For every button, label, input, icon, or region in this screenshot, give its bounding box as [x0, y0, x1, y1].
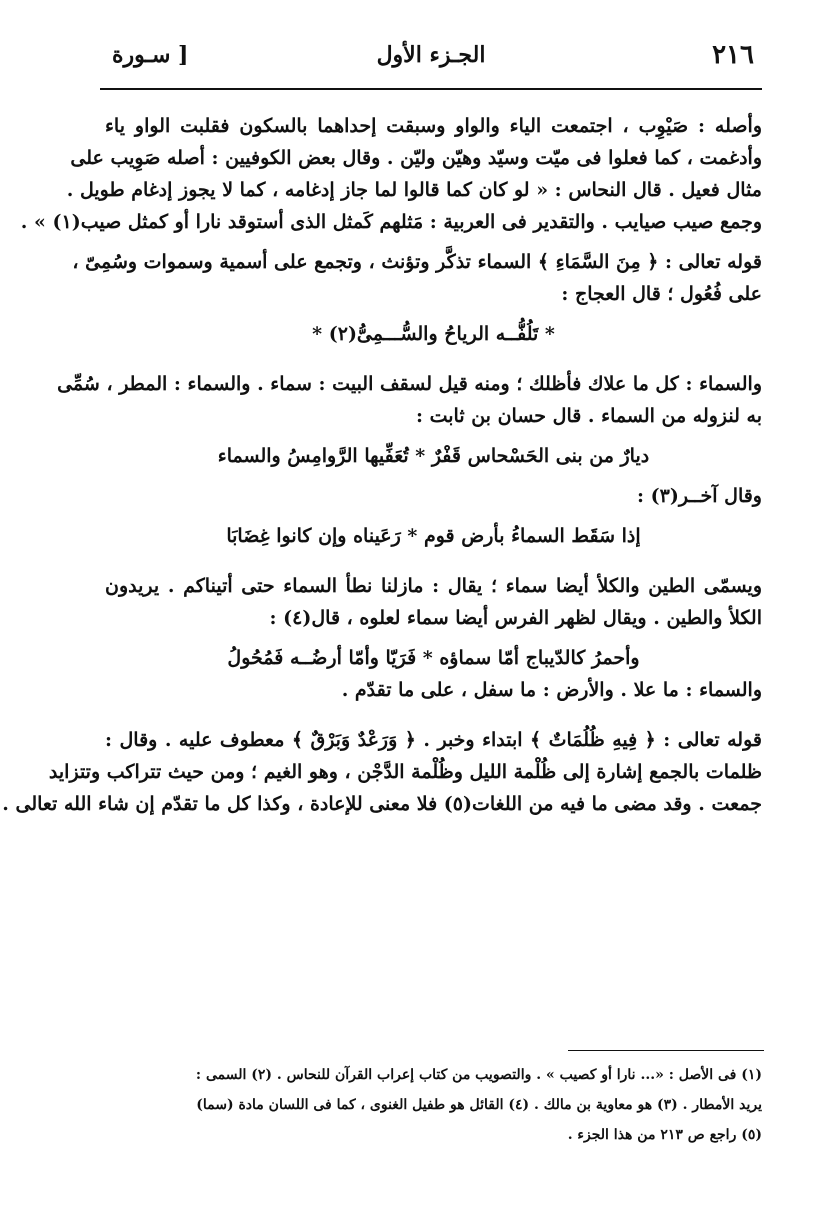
text-line: وقال آخــر(٣) :	[637, 485, 762, 507]
text-line: والسماء : ما علا . والأرض : ما سفل ، على ما تقدّم .	[341, 679, 762, 701]
surah-label: [ سـورة	[112, 42, 189, 68]
text-line: وجمع صيب صيايب . والتقدير فى العربية : مَثلهم كَمثل الذى أستوقد نارا أو كمثل صيب(١) » .	[20, 211, 762, 233]
page-header	[100, 38, 762, 88]
footnote-line: يريد الأمطار . (٣) هو معاوية بن مالك . (٤) القائل هو طفيل الغنوى ، كما فى اللسان مادة (سما)	[196, 1097, 762, 1113]
verse-line: ديارٌ من بنى الحَسْحاس قَفْرٌ * تُعَفِّيها الرَّوامِسُ والسماء	[217, 445, 650, 467]
header-divider	[100, 88, 762, 90]
verse-line: * تَلُفُّــه الرياحُ والسُّـــمِىُّ(٢) *	[312, 323, 555, 345]
text-line: على فُعُول ؛ قال العجاج :	[561, 283, 762, 305]
footnotes	[105, 1060, 762, 1150]
text-line: والسماء : كل ما علاك فأظلك ؛ ومنه قيل لسقف البيت : سماء . والسماء : المطر ، سُمِّى	[57, 373, 762, 395]
text-line: قوله تعالى : ﴿ فِيهِ ظُلُمَاتٌ ﴾ ابتداء وخبر . ﴿ وَرَعْدٌ وَبَرْقٌ ﴾ معطوف عليه . وقال :	[105, 729, 762, 751]
text-line: وأصله : صَيْوِب ، اجتمعت الياء والواو وسبقت إحداهما بالسكون فقلبت الواو ياء	[105, 115, 762, 137]
text-line: قوله تعالى : ﴿ مِنَ السَّمَاءِ ﴾ السماء تذكَّر وتؤنث ، وتجمع على أسمية وسموات وسُمِىّ ،	[72, 251, 762, 273]
verse-line: إذا سَقَط السماءُ بأرض قوم * رَعَيناه وإن كانوا غِضَابَا	[226, 525, 641, 547]
page-number: ٢١٦	[712, 40, 754, 70]
footnote-divider	[568, 1050, 764, 1051]
text-line: ظلمات بالجمع إشارة إلى ظُلْمة الليل وظُلْمة الدَّجْن ، وهو الغيم ؛ ومن حيث تتراكب وتتزايد	[48, 761, 762, 783]
text-line: جمعت . وقد مضى ما فيه من اللغات(٥) فلا معنى للإعادة ، وكذا كل ما تقدّم إن شاء الله تعالى .	[2, 793, 762, 815]
main-text	[2, 110, 762, 820]
text-line: ويسمّى الطين والكلأ أيضا سماء ؛ يقال : مازلنا نطأ السماء حتى أتيناكم . يريدون	[105, 575, 762, 597]
running-title: الجـزء الأول	[376, 42, 486, 68]
footnote-line: (١) فى الأصل : «... نارا أو كصيب » . والتصويب من كتاب إعراب القرآن للنحاس . (٢) السمى :	[195, 1067, 762, 1083]
footnote-line: (٥) راجع ص ٢١٣ من هذا الجزء .	[567, 1127, 762, 1143]
text-line: مثال فعيل . قال النحاس : « لو كان كما قالوا لما جاز إدغامه ، كما لا يجوز إدغام طويل .	[66, 179, 762, 201]
text-line: الكلأ والطين . ويقال لظهر الفرس أيضا سماء لعلوه ، قال(٤) :	[269, 607, 762, 629]
text-line: وأدغمت ، كما فعلوا فى ميّت وسيّد وهيّن وليّن . وقال بعض الكوفيين : أصله صَوِيب على	[70, 147, 762, 169]
verse-line: وأحمرُ كالدّيباج أمّا سماؤه * فَرَيّا وأمّا أرضُــه فَمُحُولُ	[227, 647, 640, 669]
text-line: به لنزوله من السماء . قال حسان بن ثابت :	[415, 405, 762, 427]
